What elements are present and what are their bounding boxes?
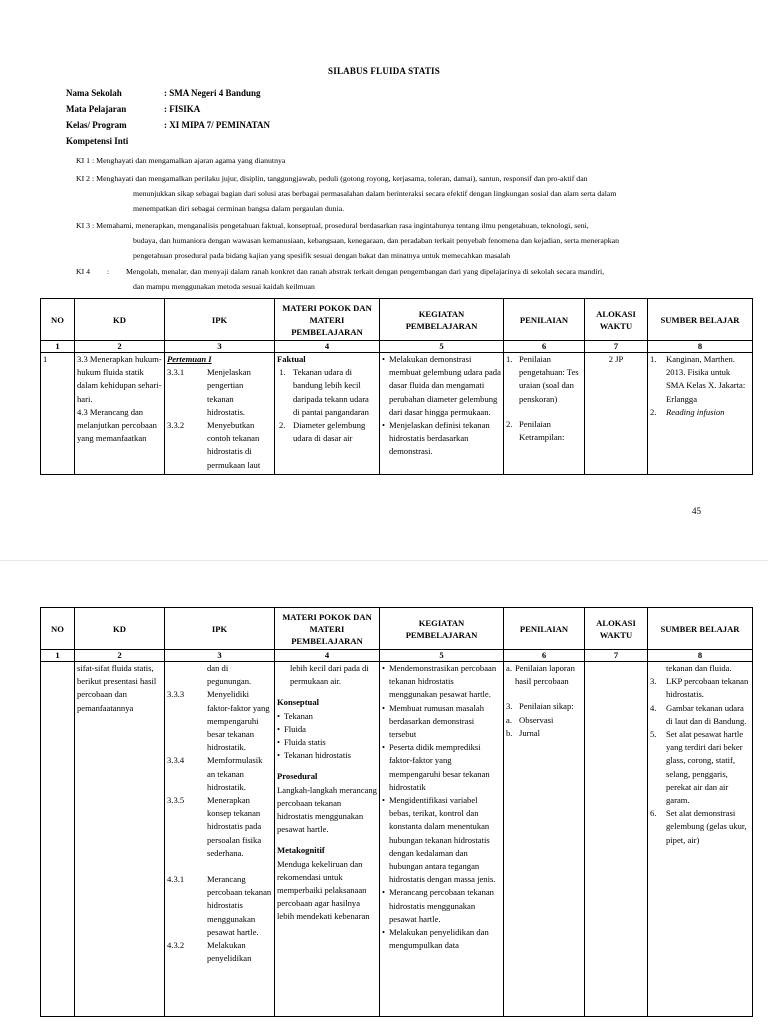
- list-item: • Mendemonstrasikan percobaan tekanan hidrostatis menggunakan pesawat hartle.: [382, 663, 497, 700]
- list-item: 6. Set alat demonstrasi gelembung (gelas ukur, pipet, air): [650, 808, 747, 845]
- list-item: • Menjelaskan definisi tekanan hidrostatis berdasarkan demonstrasi.: [382, 420, 490, 457]
- factual-heading: Faktual: [277, 354, 306, 364]
- page-number: 45: [692, 506, 701, 516]
- col-ipk-header: IPK: [165, 608, 275, 650]
- row-penilaian: [504, 662, 585, 1017]
- ipk-item: 3.3.5 Menerapkan konsep tekanan hidrostatis pada persoalan fisika sederhana.: [167, 795, 262, 858]
- row-kegiatan: [380, 662, 504, 1017]
- col-no-header: NO: [41, 608, 75, 650]
- list-item: • Tekanan hidrostatis: [277, 750, 351, 761]
- col-alokasi-header: ALOKASI WAKTU: [585, 299, 648, 341]
- row-kd: 3.3 Menerapkan hukum-hukum fluida statik dalam kehidupan sehari-hari. 4.3 Merancang dan melanjutkan percobaan yang memanfaatkan: [75, 353, 165, 475]
- col-materi-header: MATERI POKOK DAN MATERI PEMBELAJARAN: [275, 299, 380, 341]
- list-item: a. Penilaian laporan hasil percobaan: [506, 663, 575, 687]
- col-kd-header: KD: [75, 299, 165, 341]
- ipk-item: 4.3.2 Melakukan penyelidikan: [167, 940, 252, 964]
- syllabus-table-page1: [40, 298, 753, 475]
- ipk-item: 3.3.4 Memformulasik an tekanan hidrostatik.: [167, 755, 263, 792]
- row-sumber: [648, 353, 753, 475]
- col-kd-header: KD: [75, 608, 165, 650]
- col-no-header: NO: [41, 299, 75, 341]
- row-no: 1: [41, 353, 75, 475]
- conceptual-heading: Konseptual: [277, 697, 320, 708]
- row-materi: lebih kecil dari pada di permukaan air. Konseptual • Tekanan • Fluida • Fluida statis • Tekanan hidrostatis Prosedural Langkah-langkah merancang percobaan tekanan hidrostatis menggunakan pesawat hartle. Metakognitif Menduga kekeliruan dan rekomendasi untuk memperbaiki pelaksanaan percobaan agar hasilnya lebih mendekati kebenaran: [275, 662, 380, 1017]
- list-item: 1. Kanginan, Marthen. 2013. Fisika untuk SMA Kelas X. Jakarta: Erlangga: [650, 354, 746, 404]
- procedural-heading: Prosedural: [277, 771, 318, 782]
- meta-school: Nama Sekolah : SMA Negeri 4 Bandung: [66, 88, 261, 98]
- table-row: [41, 662, 753, 1017]
- metacognitive-text: Menduga kekeliruan dan rekomendasi untuk memperbaiki pelaksanaan percobaan agar hasilnya lebih mendekati kebenaran: [277, 858, 370, 922]
- meta-core-competence: Kompetensi Inti: [66, 136, 129, 146]
- ki-3: KI 3 : Memahami, menerapkan, menganalisis pengetahuan faktual, konseptual, prosedural berdasarkan rasa ingintahunya tentang ilmu pengetahuan, teknologi, seni, budaya, dan humaniora dengan wawasan kemanusiaan, kebangsaan, kenegaraan, dan peradaban terkait penyebab fenomena dan kejadian, serta menerapkan pengetahuan prosedural pada bidang kajian yang spesifik sesuai dengan bakat dan minatnya untuk memecahkan masalah: [76, 221, 620, 261]
- list-item: • Membuat rumusan masalah berdasarkan demonstrasi tersebut: [382, 702, 484, 740]
- row-materi: [275, 353, 380, 475]
- list-item: • Peserta didik memprediksi faktor-faktor yang mempengaruhi besar tekanan hidrostatik: [382, 742, 490, 792]
- row-kd: sifat-sifat fluida statis, berikut presentasi hasil percobaan dan pemanfaatannya: [75, 662, 165, 1017]
- row-no: [41, 662, 75, 1017]
- column-number-row: 1 2 3 4 5 6 7 8: [41, 341, 753, 353]
- list-item: 1. Tekanan udara di bandung lebih kecil daripada tekann udara di pantai pangandaran: [279, 367, 369, 417]
- col-materi-header: MATERI POKOK DAN MATERI PEMBELAJARAN: [275, 608, 380, 650]
- ipk-item: 3.3.3 Menyelidiki faktor-faktor yang mempengaruhi besar tekanan hidrostatik.: [167, 689, 270, 753]
- list-item: • Tekanan: [277, 710, 313, 721]
- list-item: • Melakukan demonstrasi membuat gelembung udara pada dasar fluida dan mengamati perubahan diameter gelembung dari dasar hingga permukaan.: [382, 354, 501, 417]
- document-title: SILABUS FLUIDA STATIS: [328, 66, 440, 76]
- ki-2: KI 2 : Menghayati dan mengamalkan perilaku jujur, disiplin, tanggungjawab, peduli (gotong royong, kerjasama, toleran, damai), santun, responsif dan pro-aktif dan menunjukkan sikap sebagai bagian dari solusi atas berbagai permasalahan dalam berinteraksi secara efektif dengan lingkungan sosial dan alam serta dalam menempatkan diri sebagai cerminan bangsa dalam pergaulan dunia.: [76, 174, 617, 214]
- col-kegiatan-header: KEGIATAN PEMBELAJARAN: [380, 608, 504, 650]
- list-item: • Merancang percobaan tekanan hidrostatis menggunakan pesawat hartle.: [382, 887, 494, 924]
- list-item: 2. Diameter gelembung udara di dasar air: [279, 420, 366, 444]
- col-sumber-header: SUMBER BELAJAR: [648, 299, 753, 341]
- col-penilaian-header: PENILAIAN: [504, 608, 585, 650]
- list-item: • Mengidentifikasi variabel bebas, terikat, kontrol dan konstanta dalam menentukan hubungan tekanan hidrostatis dengan kedalaman dan hubungan antara tegangan hidrostatis dengan massa jenis.: [382, 795, 496, 885]
- table-row: [41, 353, 753, 475]
- list-item: 3. Penilaian sikap:: [506, 701, 574, 712]
- row-kegiatan: [380, 353, 504, 475]
- list-item: 2. Penilaian Ketrampilan:: [506, 418, 565, 443]
- row-sumber: tekanan dan fluida. 3. LKP percobaan tekanan hidrostatis. 4. Gambar tekanan udara di laut dan di Bandung. 5. Set alat pesawat hartle yang terdiri dari beker glass, corong, statif, selang, penggaris, perekat air dan air garam. 6. Set alat demonstrasi gelembung (gelas ukur, pipet, air): [648, 662, 753, 1017]
- row-alokasi: 2 JP: [585, 353, 648, 475]
- procedural-text: Langkah-langkah merancang percobaan tekanan hidrostatis menggunakan pesawat hartle.: [277, 784, 377, 835]
- page-46: [0, 560, 768, 1025]
- metacognitive-heading: Metakognitif: [277, 845, 325, 856]
- meta-subject: Mata Pelajaran : FISIKA: [66, 104, 201, 114]
- list-item: 2. Reading infusion: [650, 406, 725, 417]
- header-row: [41, 608, 753, 650]
- list-item: • Fluida statis: [277, 737, 326, 748]
- row-penilaian: [504, 353, 585, 475]
- row-ipk: [165, 353, 275, 475]
- syllabus-table-page2: [40, 607, 753, 1017]
- list-item: • Melakukan penyelidikan dan mengumpulkan data: [382, 927, 489, 951]
- ipk-item: 3.3.2 Menyebutkan contoh tekanan hidrostatis di permukaan laut: [167, 420, 261, 470]
- meta-class: Kelas/ Program : XI MIPA 7/ PEMINATAN: [66, 120, 270, 130]
- col-sumber-header: SUMBER BELAJAR: [648, 608, 753, 650]
- row-alokasi: [585, 662, 648, 1017]
- ipk-item: 3.3.1 Menjelaskan pengertian tekanan hidrostatis.: [167, 367, 251, 417]
- column-number-row: 1 2 3 4 5 6 7 8: [41, 650, 753, 662]
- list-item: 5. Set alat pesawat hartle yang terdiri dari beker glass, corong, statif, selang, penggaris, perekat air dan air garam.: [650, 729, 744, 806]
- meeting-heading: Pertemuan I: [167, 354, 212, 364]
- col-alokasi-header: ALOKASI WAKTU: [585, 608, 648, 650]
- list-item: 1. Penilaian pengetahuan: Tes uraian (soal dan penskoran): [506, 354, 579, 404]
- ki-4: KI 4 : Mengolah, menalar, dan menyaji dalam ranah konkret dan ranah abstrak terkait dengan pengembangan dari yang dipelajarinya di sekolah secara mandiri, dan mampu menggunakan metoda sesuai kaidah keilmuan: [76, 267, 605, 292]
- ki-1: KI 1 : Menghayati dan mengamalkan ajaran agama yang dianutnya: [76, 156, 286, 165]
- list-item: 3. LKP percobaan tekanan hidrostatis.: [650, 676, 749, 700]
- row-ipk: dan di pegunungan. 3.3.3 Menyelidiki faktor-faktor yang mempengaruhi besar tekanan hidrostatik. 3.3.4 Memformulasik an tekanan hidrostatik. 3.3.5 Menerapkan konsep tekanan hidrostatis pada persoalan fisika sederhana. 4.3.1 Merancang percobaan tekanan hidrostatis menggunakan pesawat hartle. 4.3.2 Melakukan penyelidikan: [165, 662, 275, 1017]
- header-row: [41, 299, 753, 341]
- list-item: • Fluida: [277, 723, 306, 734]
- list-item: b. Jurnal: [506, 727, 541, 738]
- col-ipk-header: IPK: [165, 299, 275, 341]
- list-item: a. Observasi: [506, 714, 554, 725]
- col-kegiatan-header: KEGIATAN PEMBELAJARAN: [380, 299, 504, 341]
- list-item: 4. Gambar tekanan udara di laut dan di Bandung.: [650, 702, 747, 726]
- col-penilaian-header: PENILAIAN: [504, 299, 585, 341]
- ipk-item: 4.3.1 Merancang percobaan tekanan hidrostatis menggunakan pesawat hartle.: [167, 874, 272, 937]
